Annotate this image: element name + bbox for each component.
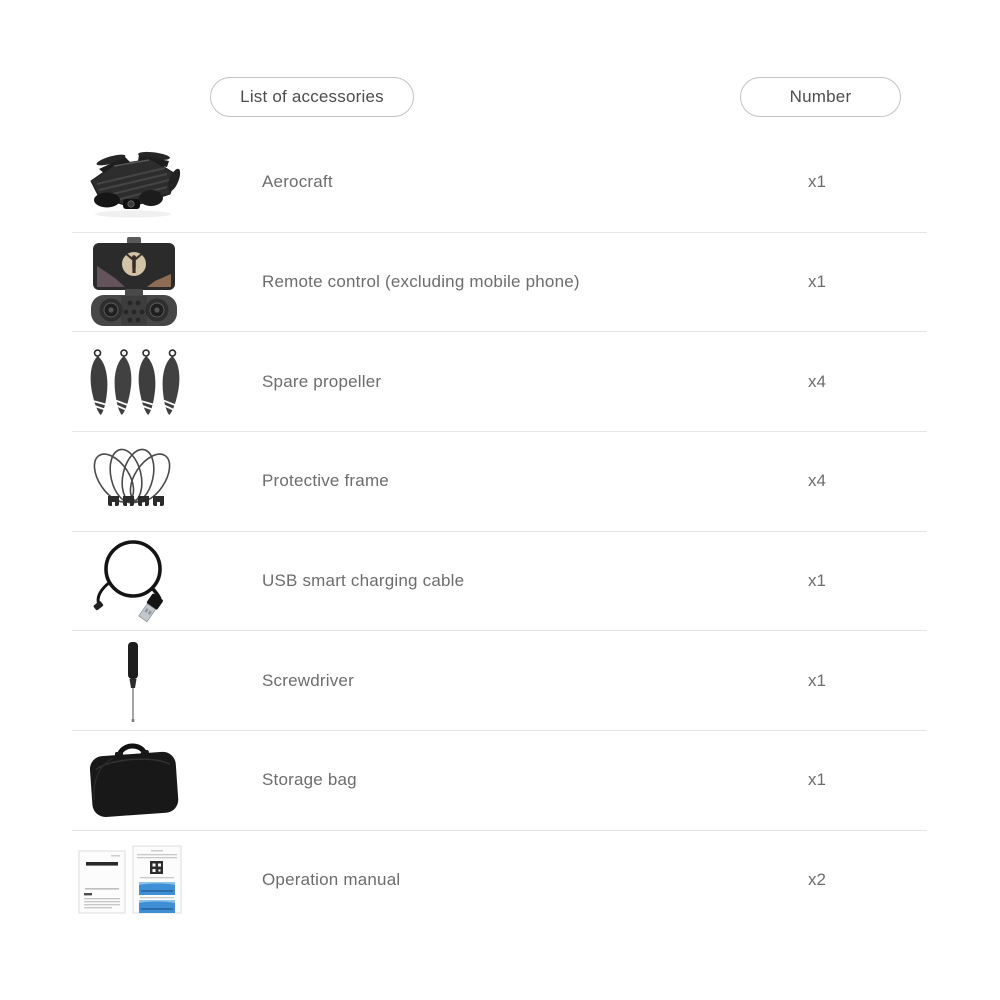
storage-bag-icon [81, 737, 185, 823]
remote-control-icon [81, 236, 185, 328]
drone-icon [81, 142, 185, 222]
accessory-quantity: x1 [808, 670, 826, 690]
accessory-label: Storage bag [262, 770, 357, 790]
accessory-row [72, 432, 927, 532]
accessory-image [72, 133, 194, 232]
accessory-rows [72, 133, 927, 930]
accessory-label: Spare propeller [262, 371, 382, 391]
screwdriver-icon [113, 638, 153, 724]
accessory-quantity: x4 [808, 471, 826, 491]
accessory-quantity: x4 [808, 371, 826, 391]
accessory-row [72, 133, 927, 233]
spare-propeller-icon [85, 343, 181, 421]
accessory-quantity: x2 [808, 870, 826, 890]
accessory-row [72, 631, 927, 731]
accessory-image [72, 631, 194, 730]
accessory-row [72, 233, 927, 333]
protective-frame-icon [78, 448, 188, 514]
accessory-row [72, 731, 927, 831]
accessory-label: Aerocraft [262, 172, 333, 192]
accessory-quantity: x1 [808, 272, 826, 292]
accessory-label: Screwdriver [262, 670, 354, 690]
accessories-header-pill: List of accessories [210, 77, 414, 117]
accessory-row [72, 831, 927, 930]
accessory-image [72, 731, 194, 830]
usb-cable-icon [83, 535, 183, 627]
accessory-label: USB smart charging cable [262, 571, 465, 591]
accessory-image [72, 532, 194, 631]
accessory-quantity: x1 [808, 172, 826, 192]
accessory-label: Remote control (excluding mobile phone) [262, 272, 580, 292]
accessory-quantity: x1 [808, 571, 826, 591]
accessory-row [72, 332, 927, 432]
accessory-label: Protective frame [262, 471, 389, 491]
accessory-image [72, 432, 194, 531]
number-header-pill: Number [740, 77, 901, 117]
accessory-label: Operation manual [262, 870, 401, 890]
accessory-image [72, 332, 194, 431]
accessory-quantity: x1 [808, 770, 826, 790]
accessory-row [72, 532, 927, 632]
operation-manual-icon [77, 844, 189, 916]
accessory-image [72, 233, 194, 332]
accessory-image [72, 831, 194, 930]
